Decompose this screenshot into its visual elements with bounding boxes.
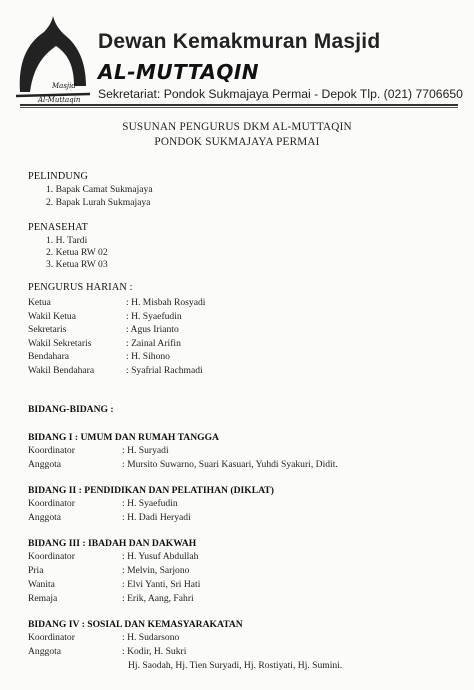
role-label: Pria (28, 565, 44, 576)
section-heading-pengurus-harian: PENGURUS HARIAN : (28, 282, 133, 293)
member-name: : Kodir, H. Sukri (122, 646, 187, 657)
member-name: : Zainal Arifin (126, 338, 181, 349)
member-name: : H. Sudarsono (122, 632, 180, 643)
member-name: : Mursito Suwarno, Suari Kasuari, Yuhdi Syakuri, Didit. (122, 459, 338, 470)
role-label: Anggota (28, 646, 62, 657)
org-name: AL-MUTTAQIN (98, 60, 260, 84)
doc-title-line2: PONDOK SUKMAJAYA PERMAI (154, 136, 320, 148)
list-item: 1. Bapak Camat Sukmajaya (46, 184, 153, 195)
member-name: : H. Sihono (126, 351, 170, 362)
role-label: Koordinator (28, 445, 75, 456)
member-name: : H. Yusuf Abdullah (122, 551, 199, 562)
list-item: 2. Ketua RW 02 (46, 247, 108, 258)
role-label: Koordinator (28, 551, 75, 562)
bidang-title: BIDANG II : PENDIDIKAN DAN PELATIHAN (DIKLAT) (28, 485, 274, 496)
role-label: Wanita (28, 579, 55, 590)
list-item: 3. Ketua RW 03 (46, 259, 108, 270)
list-item: 2. Bapak Lurah Sukmajaya (46, 197, 151, 208)
member-name-continuation: Hj. Saodah, Hj. Tien Suryadi, Hj. Rostiyati, Hj. Sumini. (128, 660, 343, 671)
section-heading-bidang: BIDANG-BIDANG : (28, 404, 114, 415)
logo-text-masjid: Masjid (52, 82, 76, 90)
section-heading-pelindung: PELINDUNG (28, 171, 89, 182)
member-name: : H. Syaefudin (122, 498, 178, 509)
header-divider (20, 104, 458, 106)
mosque-dome-logo (12, 14, 94, 104)
role-label: Anggota (28, 459, 62, 470)
member-name: : Syafrial Rachmadi (126, 365, 203, 376)
bidang-title: BIDANG IV : SOSIAL DAN KEMASYARAKATAN (28, 619, 243, 630)
role-label: Sekretaris (28, 324, 67, 335)
member-name: : Agus Irianto (126, 324, 179, 335)
role-label: Remaja (28, 593, 58, 604)
role-label: Koordinator (28, 498, 75, 509)
member-name: : Melvin, Sarjono (122, 565, 190, 576)
member-name: : H. Dadi Heryadi (122, 512, 191, 523)
list-item: 1. H. Tardi (46, 235, 88, 246)
member-name: : Elvi Yanti, Sri Hati (122, 579, 201, 590)
bidang-title: BIDANG III : IBADAH DAN DAKWAH (28, 538, 197, 549)
member-name: : Erik, Aang, Fahri (122, 593, 194, 604)
role-label: Wakil Sekretaris (28, 338, 92, 349)
header-divider-thin (20, 107, 458, 108)
role-label: Wakil Ketua (28, 311, 76, 322)
bidang-title: BIDANG I : UMUM DAN RUMAH TANGGA (28, 432, 219, 443)
role-label: Anggota (28, 512, 62, 523)
member-name: : H. Suryadi (122, 445, 169, 456)
org-title: Dewan Kemakmuran Masjid (98, 30, 381, 53)
member-name: : H. Syaefudin (126, 311, 182, 322)
role-label: Ketua (28, 297, 51, 308)
section-heading-penasehat: PENASEHAT (28, 222, 89, 233)
role-label: Wakil Bendahara (28, 365, 95, 376)
member-name: : H. Misbah Rosyadi (126, 297, 206, 308)
role-label: Bendahara (28, 351, 70, 362)
org-address: Sekretariat: Pondok Sukmajaya Permai - Depok Tlp. (021) 7706650 (98, 87, 463, 101)
doc-title-line1: SUSUNAN PENGURUS DKM AL-MUTTAQIN (122, 121, 352, 133)
logo-text-name: Al-Muttaqin (38, 96, 81, 104)
role-label: Koordinator (28, 632, 75, 643)
